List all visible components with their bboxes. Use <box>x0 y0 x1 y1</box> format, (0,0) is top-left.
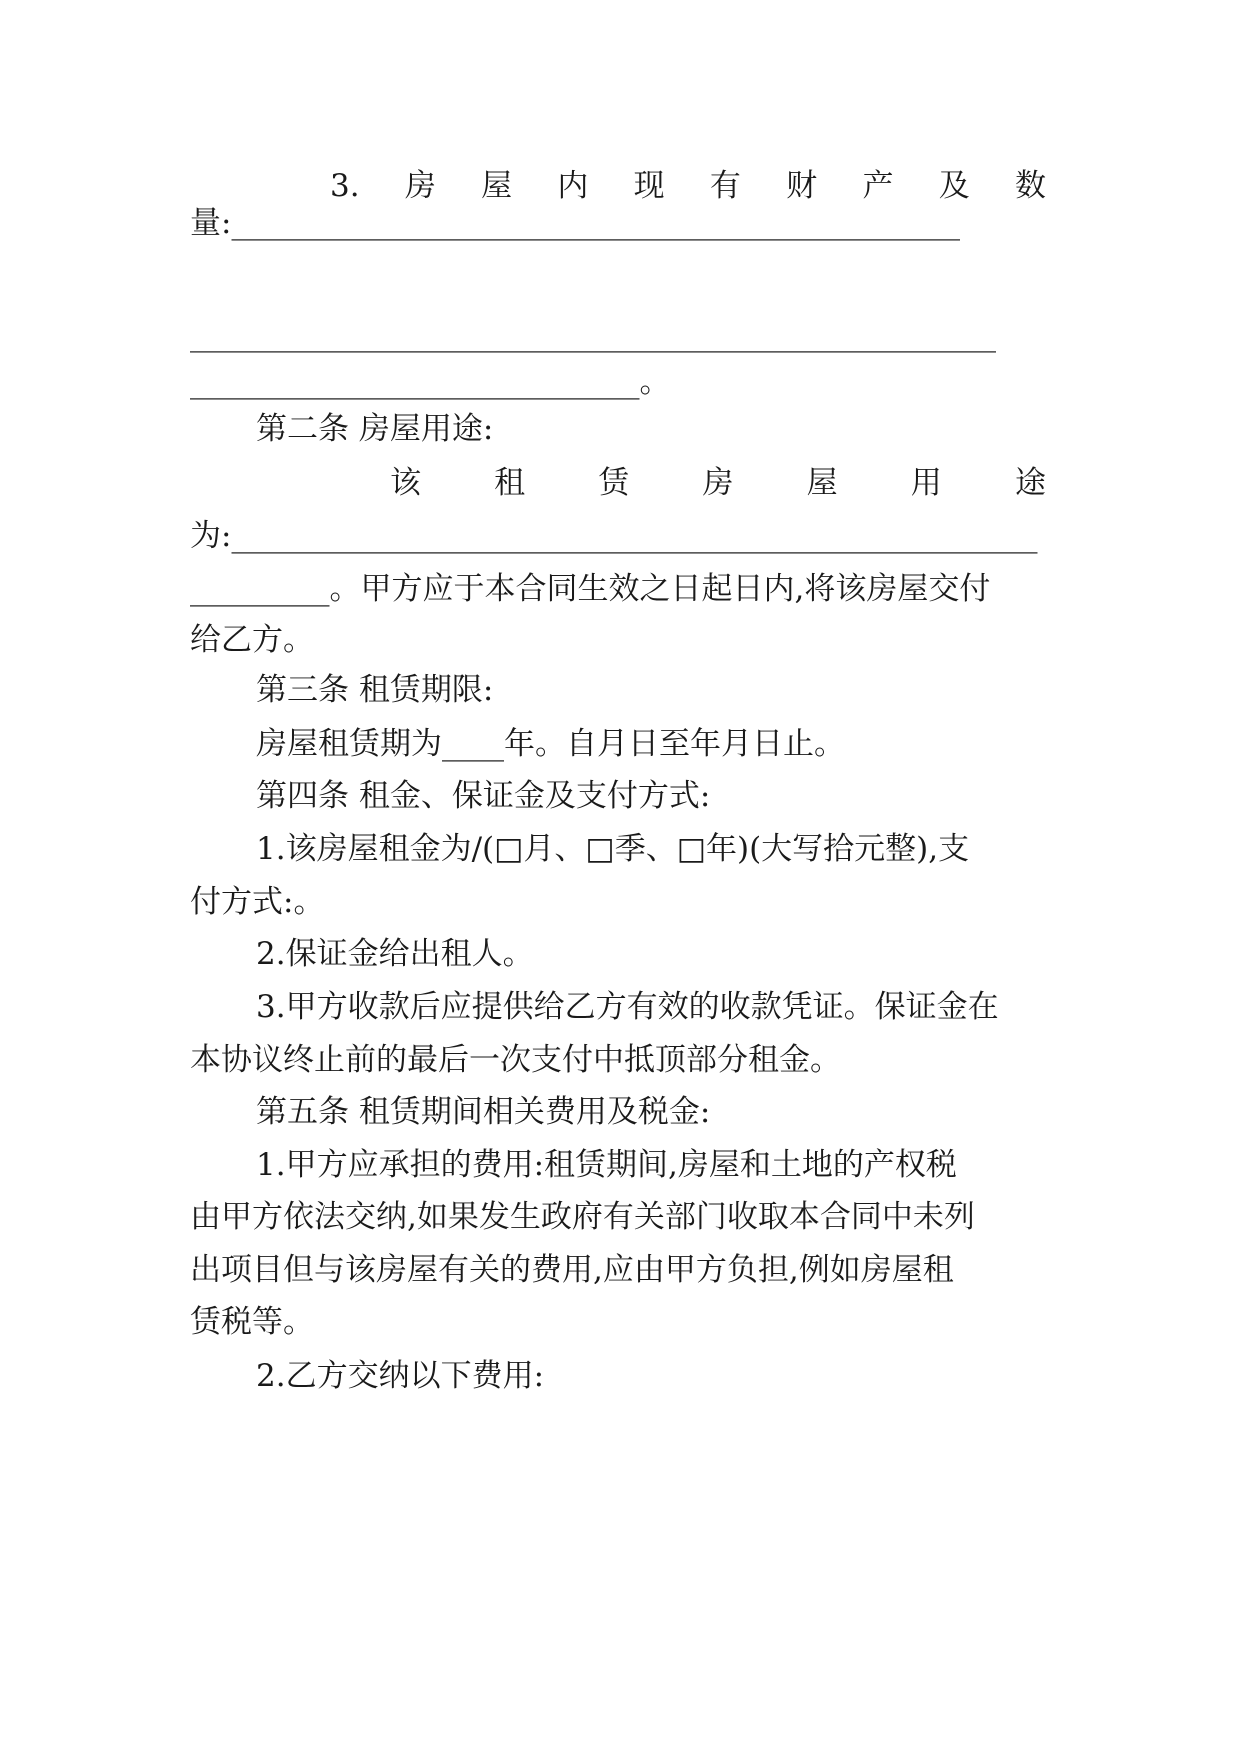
text-token: 及 <box>938 168 970 204</box>
text-token: 用 <box>910 465 942 501</box>
text-line: 为:____________________________________________________ <box>190 518 1038 554</box>
section-heading: 第四条 租金、保证金及支付方式: <box>256 778 711 814</box>
section-heading: 第二条 房屋用途: <box>256 411 494 447</box>
text-line: 量:_______________________________________________ <box>190 205 960 241</box>
text-token: 房 <box>404 168 436 204</box>
text-token: 数 <box>1014 168 1046 204</box>
text-token: 有 <box>709 168 741 204</box>
text-line: 赁税等。 <box>190 1304 314 1340</box>
text-token: 现 <box>633 168 665 204</box>
section-heading: 第五条 租赁期间相关费用及税金: <box>256 1094 711 1130</box>
text-line: 1.甲方应承担的费用:租赁期间,房屋和土地的产权税 <box>256 1147 957 1183</box>
usage-line <box>190 463 1046 503</box>
text-token: 房 <box>702 465 734 501</box>
text-line: 出项目但与该房屋有关的费用,应由甲方负担,例如房屋租 <box>190 1252 954 1288</box>
text-line: 给乙方。 <box>190 622 314 658</box>
text-line: 本协议终止前的最后一次支付中抵顶部分租金。 <box>190 1042 841 1078</box>
text-line: _________。甲方应于本合同生效之日起日内,将该房屋交付 <box>190 571 991 607</box>
text-token: 途 <box>1014 465 1046 501</box>
text-token: 3. <box>330 168 360 204</box>
text-line: _____________________________。 <box>190 364 671 400</box>
text-token: 屋 <box>481 168 513 204</box>
text-token: 该 <box>390 465 421 501</box>
text-token: 内 <box>557 168 589 204</box>
text-line: 房屋租赁期为____年。自月日至年月日止。 <box>256 726 845 762</box>
text-line: 1.该房屋租金为/(□月、□季、□年)(大写拾元整),支 <box>256 831 970 867</box>
text-token: 屋 <box>806 465 838 501</box>
text-token: 产 <box>862 168 894 204</box>
text-line: 由甲方依法交纳,如果发生政府有关部门收取本合同中未列 <box>190 1199 975 1235</box>
text-line: 2.保证金给出租人。 <box>256 936 534 972</box>
text-line: 3.甲方收款后应提供给乙方有效的收款凭证。保证金在 <box>256 989 999 1025</box>
text-line: 付方式:。 <box>190 884 325 920</box>
text-line: 2.乙方交纳以下费用: <box>256 1358 545 1394</box>
text-line: ____________________________________________________ <box>190 317 996 353</box>
text-token: 财 <box>786 168 818 204</box>
item-3-heading <box>190 166 1046 206</box>
section-heading: 第三条 租赁期限: <box>256 672 494 708</box>
text-token: 租 <box>494 465 526 501</box>
text-token: 赁 <box>598 465 630 501</box>
